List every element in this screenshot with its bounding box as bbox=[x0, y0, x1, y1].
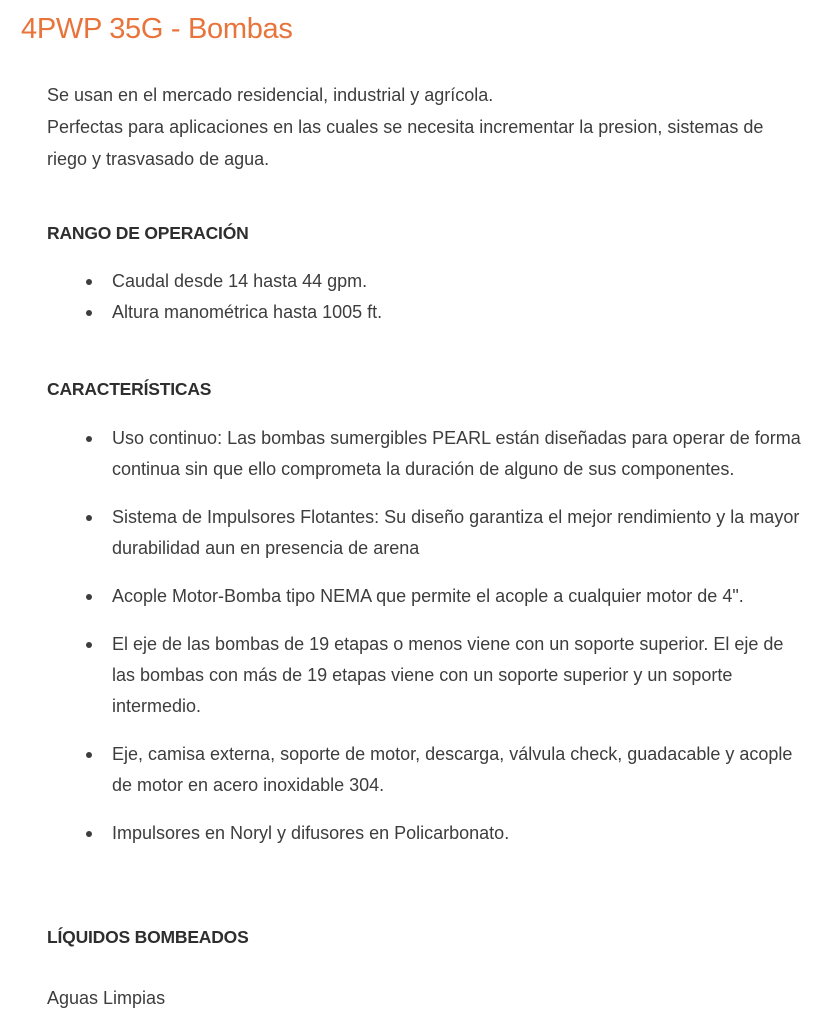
intro-line-applications: Perfectas para aplicaciones en las cuales se necesita incrementar la presion, sistemas de riego y trasvasado de agua. bbox=[47, 117, 764, 169]
list-item-text: Impulsores en Noryl y difusores en Policarbonato. bbox=[112, 823, 510, 843]
bullet-icon bbox=[86, 831, 92, 837]
bullet-icon bbox=[86, 515, 92, 521]
bullet-icon bbox=[86, 642, 92, 648]
page-title: 4PWP 35G - Bombas bbox=[21, 13, 293, 45]
rango-list bbox=[0, 266, 819, 328]
list-item-text: El eje de las bombas de 19 etapas o menos viene con un soporte superior. El eje de las bombas con más de 19 etapas viene con un soporte superior y un soporte intermedio. bbox=[112, 634, 784, 716]
list-item-text: Caudal desde 14 hasta 44 gpm. bbox=[112, 271, 368, 291]
bullet-icon bbox=[86, 752, 92, 758]
section-heading-rango: RANGO DE OPERACIÓN bbox=[47, 223, 249, 243]
section-heading-liquidos: LÍQUIDOS BOMBEADOS bbox=[47, 927, 249, 947]
list-item bbox=[0, 581, 802, 612]
section-heading-caracteristicas: CARACTERÍSTICAS bbox=[47, 379, 212, 399]
list-item bbox=[0, 297, 802, 328]
caracteristicas-list bbox=[0, 423, 819, 866]
list-item bbox=[0, 266, 802, 297]
list-item bbox=[0, 629, 802, 722]
list-item bbox=[0, 502, 802, 564]
list-item-text: Altura manométrica hasta 1005 ft. bbox=[112, 302, 383, 322]
bullet-icon bbox=[86, 594, 92, 600]
bullet-icon bbox=[86, 436, 92, 442]
liquidos-text: Aguas Limpias bbox=[47, 988, 166, 1008]
list-item-text: Uso continuo: Las bombas sumergibles PEARL están diseñadas para operar de forma continua sin que ello comprometa la duración de alguno de sus componentes. bbox=[112, 428, 801, 479]
bullet-icon bbox=[86, 310, 92, 316]
list-item-text: Acople Motor-Bomba tipo NEMA que permite el acople a cualquier motor de 4". bbox=[112, 586, 744, 606]
bullet-icon bbox=[86, 279, 92, 285]
list-item bbox=[0, 739, 802, 801]
list-item bbox=[0, 423, 802, 485]
intro-line-usage: Se usan en el mercado residencial, industrial y agrícola. bbox=[47, 85, 494, 105]
list-item-text: Eje, camisa externa, soporte de motor, descarga, válvula check, guadacable y acople de motor en acero inoxidable 304. bbox=[112, 744, 793, 795]
list-item bbox=[0, 818, 802, 849]
list-item-text: Sistema de Impulsores Flotantes: Su diseño garantiza el mejor rendimiento y la mayor durabilidad aun en presencia de arena bbox=[112, 507, 800, 558]
intro-paragraph bbox=[47, 79, 807, 175]
